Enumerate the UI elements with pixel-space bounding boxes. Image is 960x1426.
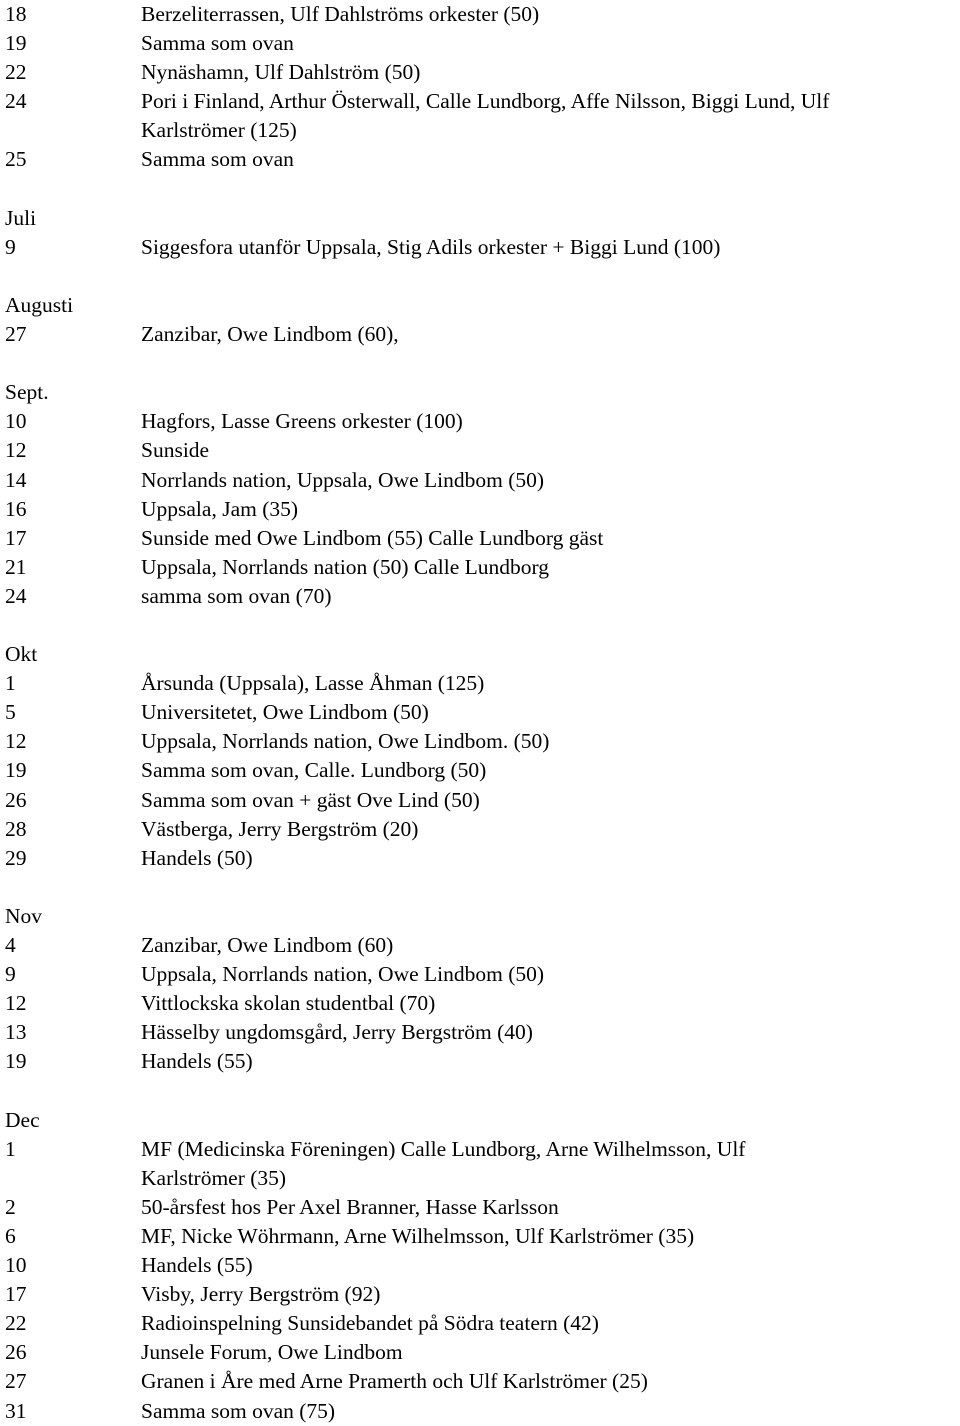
entry-row — [0, 1222, 960, 1251]
month-section — [0, 175, 960, 262]
entry-day: 26 — [5, 787, 27, 812]
entry-day: 27 — [5, 322, 27, 347]
entry-text: Samma som ovan — [141, 31, 294, 56]
entry-day: 28 — [5, 816, 27, 841]
entry-day: 10 — [5, 409, 27, 434]
month-heading-row — [0, 1106, 960, 1135]
entry-row — [0, 815, 960, 844]
entry-row — [0, 1135, 960, 1164]
entry-row — [0, 1397, 960, 1426]
entry-row — [0, 524, 960, 553]
entry-day: 29 — [5, 845, 27, 870]
entry-text: Hässelby ungdomsgård, Jerry Bergström (40) — [141, 1020, 533, 1045]
entry-day: 18 — [5, 2, 27, 26]
entry-day: 19 — [5, 31, 27, 56]
month-heading: Dec — [5, 1107, 40, 1132]
section-spacer — [0, 175, 960, 204]
entry-day: 26 — [5, 1340, 27, 1365]
entry-day: 22 — [5, 60, 27, 85]
section-spacer — [0, 611, 960, 640]
entry-row — [0, 87, 960, 116]
entry-day: 9 — [5, 234, 16, 259]
month-heading: Augusti — [5, 292, 74, 317]
entry-row — [0, 58, 960, 87]
entry-day: 14 — [5, 467, 27, 492]
month-section — [0, 349, 960, 611]
entry-text: Universitetet, Owe Lindbom (50) — [141, 700, 429, 725]
entry-row — [0, 466, 960, 495]
entry-row — [0, 233, 960, 262]
entry-row — [0, 669, 960, 698]
entry-row — [0, 145, 960, 174]
entry-day: 17 — [5, 1282, 27, 1307]
entry-text: Hagfors, Lasse Greens orkester (100) — [141, 409, 463, 434]
entry-text: Norrlands nation, Uppsala, Owe Lindbom (50) — [141, 467, 545, 492]
entry-text: Uppsala, Norrlands nation, Owe Lindbom (50) — [141, 962, 545, 987]
entry-text: samma som ovan (70) — [141, 583, 332, 608]
entry-row — [0, 1251, 960, 1280]
entry-day: 24 — [5, 583, 27, 608]
entry-day: 12 — [5, 991, 27, 1016]
entry-text: Vittlockska skolan studentbal (70) — [141, 991, 436, 1016]
entry-day: 19 — [5, 1049, 27, 1074]
entry-day: 12 — [5, 729, 27, 754]
entry-row — [0, 29, 960, 58]
entry-row — [0, 960, 960, 989]
section-spacer — [0, 349, 960, 378]
entry-day: 4 — [5, 933, 16, 957]
entry-row — [0, 1309, 960, 1338]
entry-row — [0, 1280, 960, 1309]
entry-day: 21 — [5, 554, 27, 579]
entry-row — [0, 407, 960, 436]
entry-day: 13 — [5, 1020, 27, 1045]
entry-row — [0, 1338, 960, 1367]
entry-text: Uppsala, Jam (35) — [141, 496, 299, 521]
entry-text: Visby, Jerry Bergström (92) — [141, 1282, 381, 1307]
entry-text: Handels (55) — [141, 1049, 253, 1074]
entry-day: 6 — [5, 1223, 16, 1248]
month-heading: Okt — [5, 642, 38, 667]
entry-row — [0, 1193, 960, 1222]
month-heading: Nov — [5, 903, 43, 928]
entry-row — [0, 844, 960, 873]
entry-text: Radioinspelning Sunsidebandet på Södra teatern (42) — [141, 1311, 599, 1336]
entry-text: Nynäshamn, Ulf Dahlström (50) — [141, 60, 421, 85]
entry-day: 5 — [5, 700, 16, 725]
entry-text: Årsunda (Uppsala), Lasse Åhman (125) — [141, 671, 485, 696]
month-heading-row — [0, 291, 960, 320]
section-spacer — [0, 262, 960, 291]
entry-text: Samma som ovan (75) — [141, 1398, 336, 1423]
entry-text: 50-årsfest hos Per Axel Branner, Hasse Karlsson — [141, 1194, 559, 1219]
month-heading-row — [0, 640, 960, 669]
entry-text: Pori i Finland, Arthur Österwall, Calle Lundborg, Affe Nilsson, Biggi Lund, Ulf — [141, 89, 830, 114]
entry-text: Zanzibar, Owe Lindbom (60) — [141, 933, 394, 957]
entry-text: MF, Nicke Wöhrmann, Arne Wilhelmsson, Ulf Karlströmer (35) — [141, 1223, 695, 1248]
entry-day: 17 — [5, 525, 27, 550]
entry-text: Granen i Åre med Arne Pramerth och Ulf Karlströmer (25) — [141, 1369, 648, 1394]
entry-text: Samma som ovan, Calle. Lundborg (50) — [141, 758, 487, 783]
entry-row — [0, 320, 960, 349]
entry-text: Samma som ovan — [141, 147, 294, 172]
month-heading: Sept. — [5, 380, 49, 405]
entry-row — [0, 1047, 960, 1076]
entry-text: Uppsala, Norrlands nation (50) Calle Lundborg — [141, 554, 550, 579]
entry-text: MF (Medicinska Föreningen) Calle Lundborg, Arne Wilhelmsson, Ulf — [141, 1136, 746, 1161]
month-heading-row — [0, 204, 960, 233]
entry-text: Sunside — [141, 438, 210, 463]
entry-text: Siggesfora utanför Uppsala, Stig Adils orkester + Biggi Lund (100) — [141, 234, 721, 259]
entry-row — [0, 553, 960, 582]
section-spacer — [0, 1076, 960, 1105]
entry-day: 1 — [5, 1136, 16, 1161]
month-section — [0, 611, 960, 873]
entry-row — [0, 0, 960, 29]
entry-day: 16 — [5, 496, 27, 521]
entry-day: 25 — [5, 147, 27, 172]
entry-row — [0, 698, 960, 727]
entry-row — [0, 786, 960, 815]
month-section — [0, 1076, 960, 1425]
month-heading-row — [0, 902, 960, 931]
entry-day: 1 — [5, 671, 16, 696]
entry-day: 27 — [5, 1369, 27, 1394]
entry-text: Handels (50) — [141, 845, 253, 870]
entry-day: 10 — [5, 1253, 27, 1278]
entry-text: Samma som ovan + gäst Ove Lind (50) — [141, 787, 480, 812]
entry-row — [0, 931, 960, 960]
entry-day: 12 — [5, 438, 27, 463]
month-heading-row — [0, 378, 960, 407]
entry-day: 24 — [5, 89, 27, 114]
month-section — [0, 873, 960, 1077]
entry-row — [0, 1164, 960, 1193]
entry-text: Karlströmer (125) — [141, 118, 297, 143]
entry-text: Karlströmer (35) — [141, 1165, 287, 1190]
month-heading: Juli — [5, 205, 37, 230]
entry-text: Berzeliterrassen, Ulf Dahlströms orkester (50) — [141, 2, 540, 26]
entry-row — [0, 495, 960, 524]
entry-day: 19 — [5, 758, 27, 783]
entry-text: Zanzibar, Owe Lindbom (60), — [141, 322, 399, 347]
entry-day: 31 — [5, 1398, 27, 1423]
entry-text: Junsele Forum, Owe Lindbom — [141, 1340, 403, 1365]
entry-row — [0, 1367, 960, 1396]
month-section — [0, 0, 960, 175]
entry-row — [0, 116, 960, 145]
entry-row — [0, 582, 960, 611]
entry-row — [0, 1018, 960, 1047]
entry-text: Västberga, Jerry Bergström (20) — [141, 816, 419, 841]
entry-day: 9 — [5, 962, 16, 987]
entry-day: 2 — [5, 1194, 16, 1219]
entry-row — [0, 727, 960, 756]
section-spacer — [0, 873, 960, 902]
entry-day: 22 — [5, 1311, 27, 1336]
entry-row — [0, 989, 960, 1018]
entry-row — [0, 756, 960, 785]
entry-text: Sunside med Owe Lindbom (55) Calle Lundborg gäst — [141, 525, 604, 550]
entry-text: Uppsala, Norrlands nation, Owe Lindbom. (50) — [141, 729, 550, 754]
entry-row — [0, 436, 960, 465]
month-section — [0, 262, 960, 349]
entry-text: Handels (55) — [141, 1253, 253, 1278]
